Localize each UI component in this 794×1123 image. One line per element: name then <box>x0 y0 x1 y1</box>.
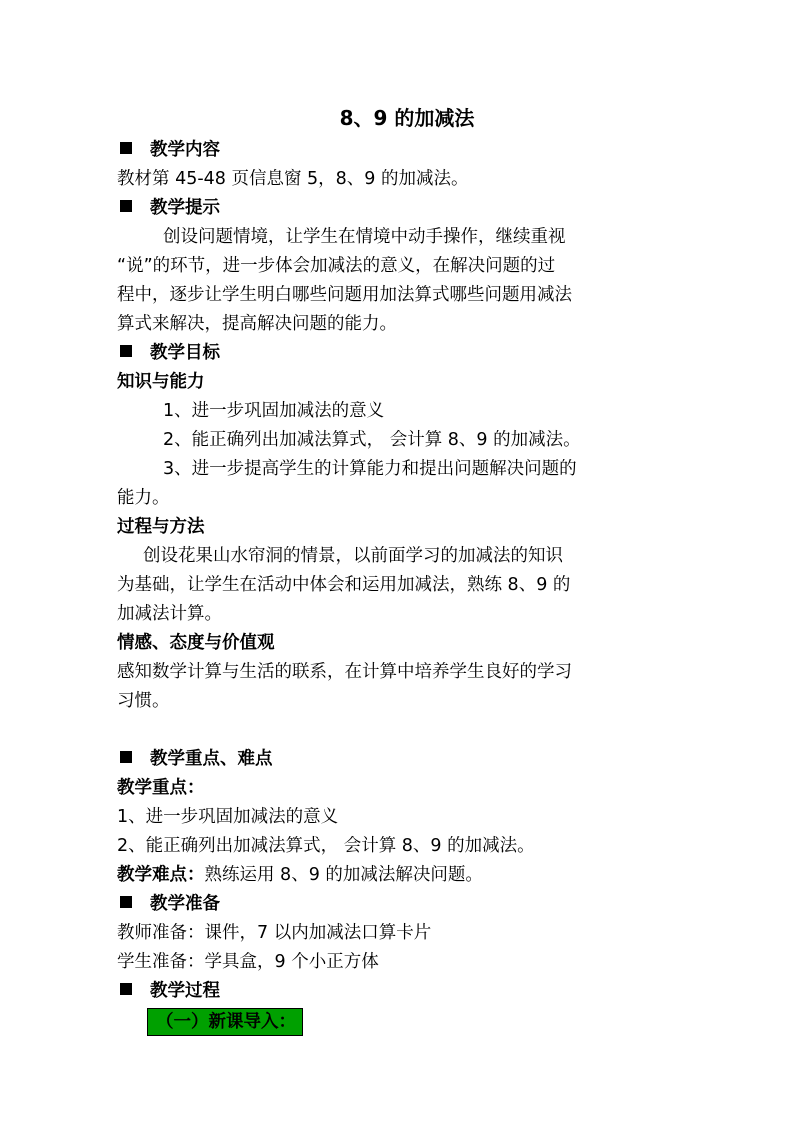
square-bullet-icon <box>120 983 132 995</box>
key-line: 2、能正确列出加减法算式， 会计算 8、9 的加减法。 <box>117 836 535 856</box>
section-heading-goals: 教学目标 <box>117 339 677 368</box>
subheading-process: 过程与方法 <box>117 517 205 537</box>
spacer <box>117 716 677 745</box>
emotion-line: 感知数学计算与生活的联系，在计算中培养学生良好的学习 <box>117 662 572 682</box>
document-title: 8、9 的加减法 <box>339 106 475 130</box>
emotion-line: 习惯。 <box>117 691 170 711</box>
section-heading-process: 教学过程 <box>117 977 677 1006</box>
hint-line: “说”的环节，进一步体会加减法的意义，在解决问题的过 <box>117 256 556 276</box>
key-label: 教学重点： <box>117 778 205 798</box>
prep-teacher: 教师准备：课件，7 以内加减法口算卡片 <box>117 923 432 943</box>
difficult-row <box>117 861 677 890</box>
section-heading-prep: 教学准备 <box>117 890 677 919</box>
hint-line: 算式来解决，提高解决问题的能力。 <box>117 314 397 334</box>
hint-line: 创设问题情境，让学生在情境中动手操作，继续重视 <box>163 227 566 247</box>
square-bullet-icon <box>120 896 132 908</box>
process-step-row <box>117 1008 677 1036</box>
square-bullet-icon <box>120 200 132 212</box>
square-bullet-icon <box>120 142 132 154</box>
subheading-knowledge: 知识与能力 <box>117 372 205 392</box>
knowledge-line: 1、进一步巩固加减法的意义 <box>163 401 385 421</box>
content-text: 教材第 45-48 页信息窗 5，8、9 的加减法。 <box>117 169 469 189</box>
section-heading-content: 教学内容 <box>117 136 677 165</box>
section-heading-keypoints: 教学重点、难点 <box>117 745 677 774</box>
document-page <box>117 100 677 1036</box>
process-line: 加减法计算。 <box>117 604 222 624</box>
key-line: 1、进一步巩固加减法的意义 <box>117 807 339 827</box>
square-bullet-icon <box>120 345 132 357</box>
prep-student: 学生准备：学具盒，9 个小正方体 <box>117 952 379 972</box>
process-line: 创设花果山水帘洞的情景，以前面学习的加减法的知识 <box>143 546 563 566</box>
section-heading-hint: 教学提示 <box>117 194 677 223</box>
knowledge-line: 能力。 <box>117 488 170 508</box>
square-bullet-icon <box>120 751 132 763</box>
process-step-highlight: （一）新课导入： <box>147 1008 303 1036</box>
subheading-emotion: 情感、态度与价值观 <box>117 633 275 653</box>
hint-line: 程中，逐步让学生明白哪些问题用加法算式哪些问题用减法 <box>117 285 572 305</box>
difficult-text: 熟练运用 8、9 的加减法解决问题。 <box>204 865 483 885</box>
knowledge-line: 3、进一步提高学生的计算能力和提出问题解决问题的 <box>163 459 577 479</box>
process-line: 为基础，让学生在活动中体会和运用加减法，熟练 8、9 的 <box>117 575 571 595</box>
knowledge-line: 2、能正确列出加减法算式， 会计算 8、9 的加减法。 <box>163 430 581 450</box>
difficult-label: 教学难点： <box>117 865 205 885</box>
